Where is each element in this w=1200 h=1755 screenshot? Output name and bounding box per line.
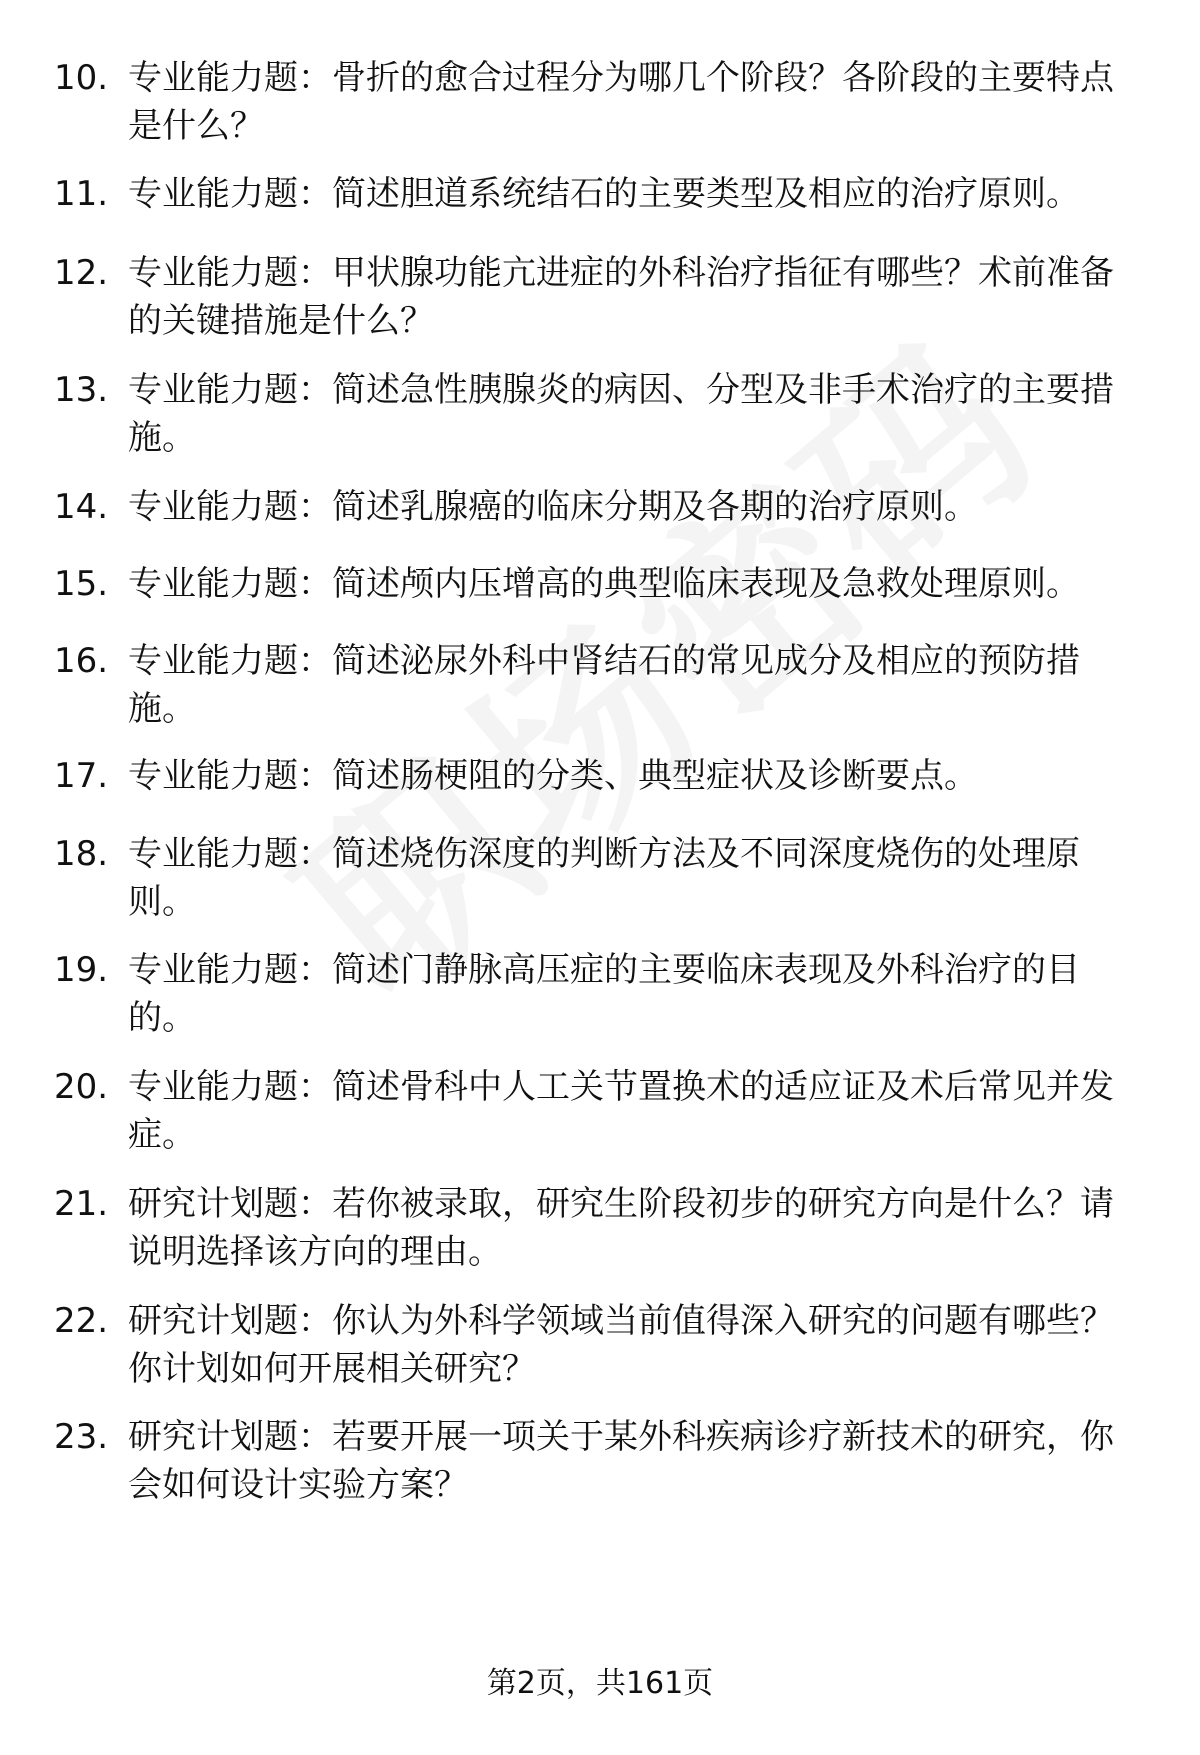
question-number: 21. — [54, 1184, 109, 1224]
question-text: 专业能力题：简述泌尿外科中肾结石的常见成分及相应的预防措施。 — [128, 641, 1080, 729]
question-text: 专业能力题：骨折的愈合过程分为哪几个阶段？各阶段的主要特点是什么？ — [128, 58, 1114, 146]
question-text: 专业能力题：简述胆道系统结石的主要类型及相应的治疗原则。 — [128, 174, 1080, 214]
question-text: 专业能力题：简述烧伤深度的判断方法及不同深度烧伤的处理原则。 — [128, 834, 1080, 922]
question-number: 16. — [54, 641, 109, 681]
question-text: 研究计划题：若要开展一项关于某外科疾病诊疗新技术的研究，你会如何设计实验方案？ — [128, 1417, 1114, 1505]
question-number: 12. — [54, 253, 109, 293]
question-text: 专业能力题：简述急性胰腺炎的病因、分型及非手术治疗的主要措施。 — [128, 370, 1114, 458]
question-number: 15. — [54, 564, 109, 604]
question-number: 13. — [54, 370, 109, 410]
question-text: 专业能力题：简述肠梗阻的分类、典型症状及诊断要点。 — [128, 756, 978, 796]
question-number: 11. — [54, 174, 109, 214]
question-number: 20. — [54, 1067, 109, 1107]
question-number: 23. — [54, 1417, 109, 1457]
question-text: 专业能力题：简述乳腺癌的临床分期及各期的治疗原则。 — [128, 487, 978, 527]
question-text: 专业能力题：简述颅内压增高的典型临床表现及急救处理原则。 — [128, 564, 1080, 604]
question-number: 14. — [54, 487, 109, 527]
question-number: 22. — [54, 1301, 109, 1341]
page-footer: 第2页，共161页 — [486, 1666, 714, 1701]
question-number: 18. — [54, 834, 109, 874]
question-text: 研究计划题：你认为外科学领域当前值得深入研究的问题有哪些？你计划如何开展相关研究？ — [128, 1301, 1114, 1389]
question-text: 专业能力题：简述骨科中人工关节置换术的适应证及术后常见并发症。 — [128, 1067, 1114, 1155]
question-number: 10. — [54, 58, 109, 98]
question-number: 19. — [54, 950, 109, 990]
question-text: 研究计划题：若你被录取，研究生阶段初步的研究方向是什么？请说明选择该方向的理由。 — [128, 1184, 1114, 1272]
question-number: 17. — [54, 756, 109, 796]
question-text: 专业能力题：简述门静脉高压症的主要临床表现及外科治疗的目的。 — [128, 950, 1080, 1038]
question-text: 专业能力题：甲状腺功能亢进症的外科治疗指征有哪些？术前准备的关键措施是什么？ — [128, 253, 1114, 341]
